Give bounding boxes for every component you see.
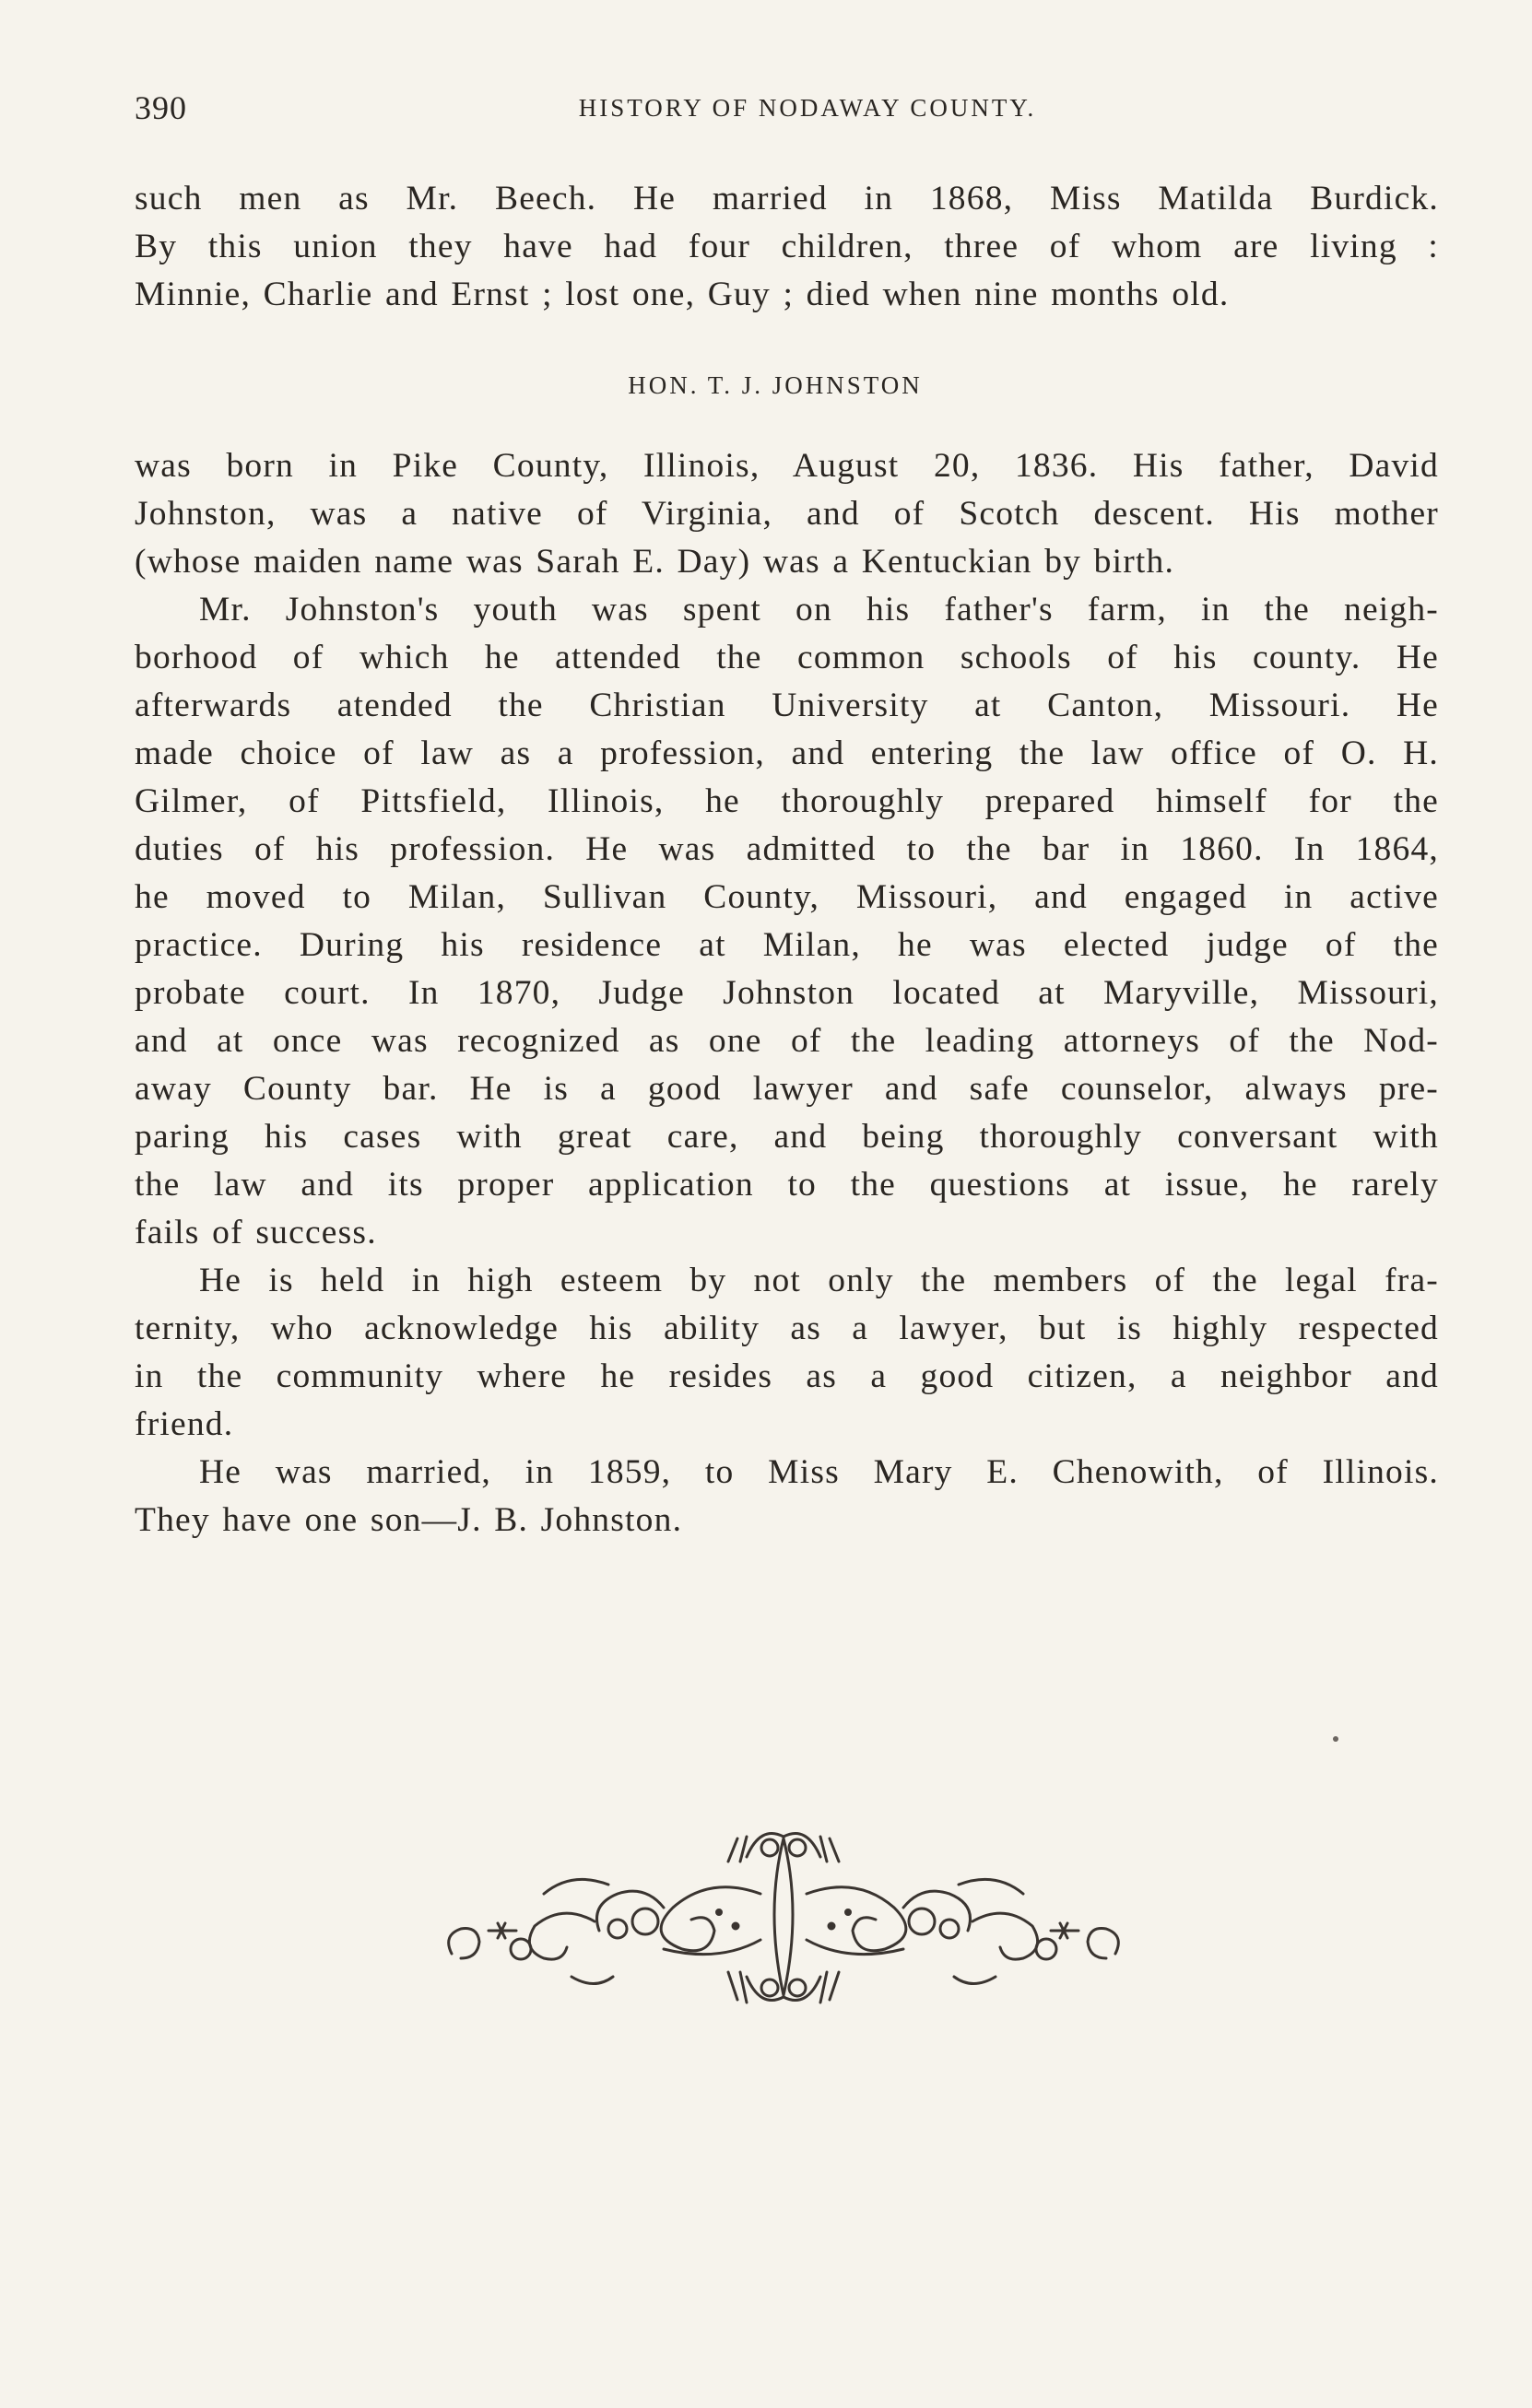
text-line: practice. During his residence at Milan, he was elected judge of the: [135, 926, 1439, 964]
text-line: the law and its proper application to the questions at issue, he rarely: [135, 1166, 1439, 1204]
continued-paragraph: [135, 175, 1439, 319]
text-line: he moved to Milan, Sullivan County, Missouri, and engaged in active: [135, 878, 1439, 916]
running-title: HISTORY OF NODAWAY COUNTY.: [578, 94, 1037, 122]
text-line: probate court. In 1870, Judge Johnston located at Maryville, Missouri,: [135, 974, 1439, 1012]
text-line: and at once was recognized as one of the leading attorneys of the Nod-: [135, 1022, 1439, 1060]
page-header: [135, 88, 1444, 135]
text-line: was born in Pike County, Illinois, August 20, 1836. His father, David: [135, 447, 1439, 485]
text-line: Johnston, was a native of Virginia, and of Scotch descent. His mother: [135, 495, 1439, 533]
paragraph-first-line: Mr. Johnston's youth was spent on his father's farm, in the neigh-: [199, 591, 1439, 628]
text-line: (whose maiden name was Sarah E. Day) was a Kentuckian by birth.: [135, 543, 1175, 581]
text-line: afterwards atended the Christian University at Canton, Missouri. He: [135, 687, 1439, 724]
text-line: Minnie, Charlie and Ernst ; lost one, Guy ; died when nine months old.: [135, 276, 1230, 313]
paragraph-first-line: He is held in high esteem by not only the members of the legal fra-: [199, 1262, 1439, 1299]
text-line: paring his cases with great care, and being thoroughly conversant with: [135, 1118, 1439, 1156]
text-line: in the community where he resides as a good citizen, a neighbor and: [135, 1357, 1439, 1395]
section-heading: HON. T. J. JOHNSTON: [628, 371, 923, 399]
text-line: They have one son—J. B. Johnston.: [135, 1501, 683, 1539]
paragraph-first-line: He was married, in 1859, to Miss Mary E. Chenowith, of Illinois.: [199, 1453, 1439, 1491]
decorative-scroll-ornament-icon: [433, 1820, 1134, 2014]
text-line: away County bar. He is a good lawyer and safe counselor, always pre-: [135, 1070, 1439, 1108]
text-line: made choice of law as a profession, and entering the law office of O. H.: [135, 734, 1439, 772]
biography-body: [135, 442, 1439, 1545]
text-line: ternity, who acknowledge his ability as a lawyer, but is highly respected: [135, 1310, 1439, 1347]
text-line: borhood of which he attended the common schools of his county. He: [135, 639, 1439, 676]
text-line: Gilmer, of Pittsfield, Illinois, he thoroughly prepared himself for the: [135, 782, 1439, 820]
text-line: fails of success.: [135, 1214, 377, 1251]
text-line: duties of his profession. He was admitted to the bar in 1860. In 1864,: [135, 830, 1439, 868]
text-line: By this union they have had four children, three of whom are living :: [135, 228, 1439, 265]
text-line: friend.: [135, 1405, 234, 1443]
text-line: such men as Mr. Beech. He married in 1868, Miss Matilda Burdick.: [135, 180, 1439, 217]
page-number: 390: [135, 89, 187, 126]
ink-speck: [1333, 1736, 1338, 1742]
